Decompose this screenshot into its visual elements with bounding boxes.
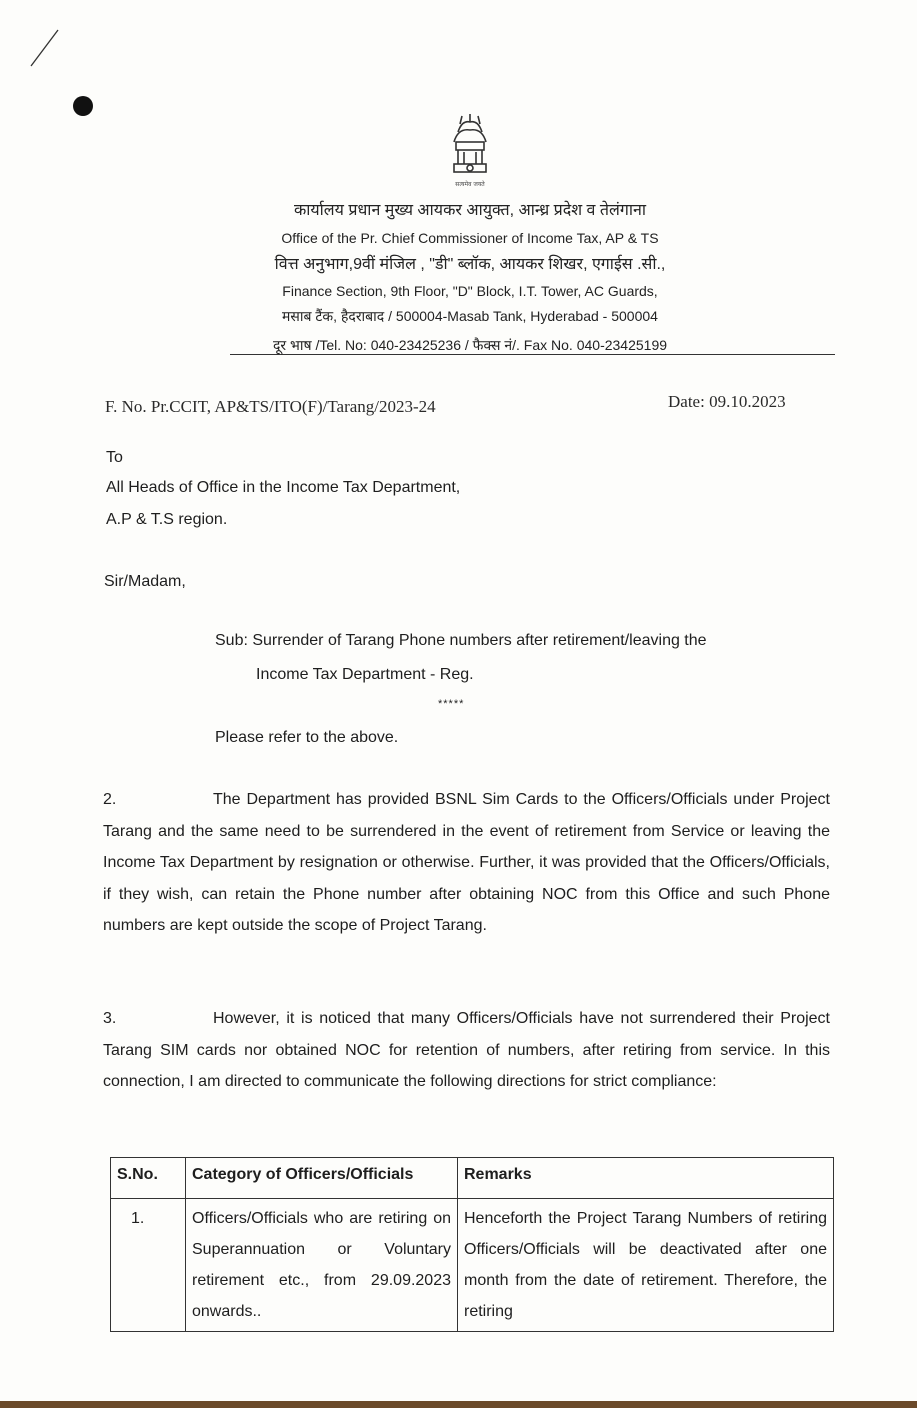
scan-bottom-edge [0, 1401, 917, 1408]
letterhead-english-address: Finance Section, 9th Floor, "D" Block, I.T. Tower, AC Guards, [282, 283, 658, 299]
paragraph-3-number: 3. [103, 1010, 117, 1027]
directions-table [110, 1157, 834, 1332]
letter-date: Date: 09.10.2023 [668, 392, 786, 411]
letterhead-hindi-office: कार्यालय प्रधान मुख्य आयकर आयुक्त, आन्ध्र प्रदेश व तेलंगाना [293, 202, 647, 219]
refer-line: Please refer to the above. [215, 729, 399, 746]
paragraph-2-number: 2. [103, 791, 117, 808]
cell-sno: 1. [111, 1199, 186, 1332]
pen-stroke-mark [28, 28, 62, 68]
emblem-caption: सत्यमेव जयते [455, 181, 485, 188]
table-header-row [111, 1158, 834, 1199]
paragraph-3-text: However, it is noticed that many Officers/Officials have not surrendered their Project Tarang SIM cards nor obtained NOC for retention of numbers, after retiring from service. In this connection, I am directed to communicate the following directions for strict compliance: [103, 1010, 830, 1090]
punch-hole-dot [73, 96, 93, 116]
addressee-line-2: A.P & T.S region. [106, 511, 228, 528]
letterhead-hindi-address: वित्त अनुभाग,9वीं मंजिल , "डी" ब्लॉक, आयकर शिखर, एगाईस .सी., [274, 256, 666, 273]
header-category: Category of Officers/Officials [186, 1158, 458, 1199]
paragraph-3 [103, 1003, 830, 1098]
file-number: F. No. Pr.CCIT, AP&TS/ITO(F)/Tarang/2023-24 [105, 397, 436, 416]
letterhead-city-pin: मसाब टैंक, हैदराबाद / 500004-Masab Tank, Hyderabad - 500004 [282, 308, 658, 324]
salutation: Sir/Madam, [104, 573, 186, 590]
cell-remarks: Henceforth the Project Tarang Numbers of retiring Officers/Officials will be deactivated after one month from the date of retirement. Therefore, the retiring [458, 1199, 834, 1332]
national-emblem-icon [440, 112, 500, 190]
addressee-line-1: All Heads of Office in the Income Tax Department, [106, 479, 461, 496]
cell-category: Officers/Officials who are retiring on Superannuation or Voluntary retirement etc., from 29.09.2023 onwards.. [186, 1199, 458, 1332]
letterhead-phone-fax: दूर भाष /Tel. No: 040-23425236 / फैक्स नं/. Fax No. 040-23425199 [272, 337, 668, 353]
separator-stars: ***** [438, 698, 465, 710]
paragraph-2 [103, 784, 830, 942]
subject-line-1: Sub: Surrender of Tarang Phone numbers after retirement/leaving the [215, 632, 707, 649]
header-sno: S.No. [111, 1158, 186, 1199]
to-label: To [106, 449, 123, 466]
table-row [111, 1199, 834, 1332]
header-remarks: Remarks [458, 1158, 834, 1199]
letterhead-english-office: Office of the Pr. Chief Commissioner of Income Tax, AP & TS [281, 230, 659, 246]
paragraph-2-text: The Department has provided BSNL Sim Cards to the Officers/Officials under Project Tarang and the same need to be surrendered in the event of retirement from Service or leaving the Income Tax Department by resignation or otherwise. Further, it was provided that the Officers/Officials, if they wish, can retain the Phone number after obtaining NOC from this Office and such Phone numbers are kept outside the scope of Project Tarang. [103, 791, 830, 934]
letterhead-divider [230, 354, 835, 355]
subject-line-2: Income Tax Department - Reg. [256, 666, 474, 683]
